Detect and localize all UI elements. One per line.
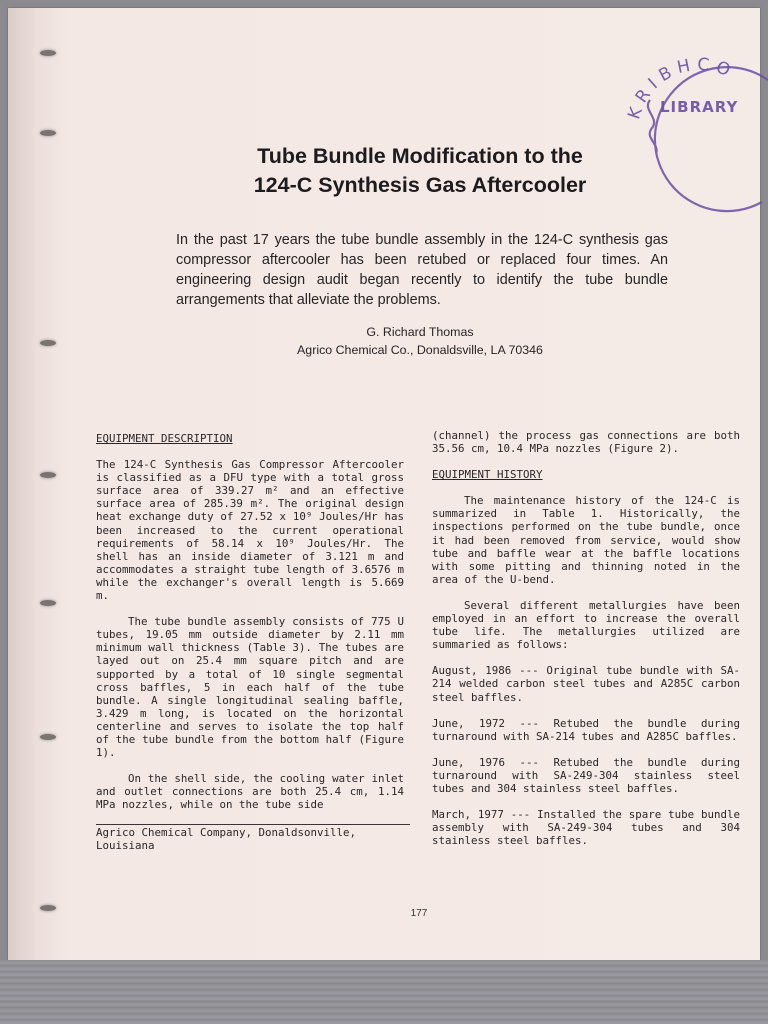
- right-column: [432, 429, 740, 860]
- paragraph: Several different metallurgies have been employed in an effort to increase the overall tube life. The metallurgies utilized are summaried as follows:: [432, 598, 740, 652]
- section-heading: EQUIPMENT HISTORY: [432, 468, 543, 482]
- binding-hole: [40, 340, 56, 346]
- history-entry: March, 1977 --- Installed the spare tube bundle assembly with SA-249-304 tubes and 304 stainless steel baffles.: [432, 808, 740, 848]
- title-line: 124-C Synthesis Gas Aftercooler: [253, 173, 587, 197]
- abstract: In the past 17 years the tube bundle assembly in the 124-C synthesis gas compressor aftercooler has been retubed or replaced four times. An engineering design audit began recently to identify the tube bundle arrangements that alleviate the problems.: [176, 232, 668, 308]
- stamp-center-text: LIBRARY: [660, 98, 739, 116]
- title-line: Tube Bundle Modification to the: [257, 144, 583, 168]
- binding-hole: [40, 472, 56, 478]
- paragraph: The 124-C Synthesis Gas Compressor Aftercooler is classified as a DFU type with a total gross surface area of 339.27 m² and an effective surface area of 285.39 m². The original design heat exchange duty of 27.52 x 10⁹ Joules/Hr has been increased to the current operational requirements of 58.14 x 10⁹ Joules/Hr. The shell has an inside diameter of 3.121 m and accommodates a straight tube length of 3.6576 m while the exchanger's overall length is 5.669 m.: [96, 458, 404, 603]
- binding-hole: [40, 600, 56, 606]
- author-block: [170, 323, 670, 359]
- left-column: [96, 432, 404, 824]
- binding-hole: [40, 130, 56, 136]
- binding-hole: [40, 734, 56, 740]
- binding-hole: [40, 50, 56, 56]
- page-number: 177: [410, 908, 428, 919]
- paragraph: (channel) the process gas connections are both 35.56 cm, 10.4 MPa nozzles (Figure 2).: [432, 429, 740, 456]
- binding-hole: [40, 905, 56, 911]
- scanner-background: [0, 960, 768, 1024]
- author-affiliation: Agrico Chemical Co., Donaldsville, LA 70346: [297, 343, 543, 357]
- paper-title: [180, 142, 660, 200]
- history-entry: June, 1976 --- Retubed the bundle during turnaround with SA-249-304 stainless steel tubes and 304 stainless steel baffles.: [432, 755, 740, 795]
- history-entry: August, 1986 --- Original tube bundle with SA-214 welded carbon steel tubes and A285C carbon steel baffles.: [432, 664, 740, 704]
- paragraph: The tube bundle assembly consists of 775 U tubes, 19.05 mm outside diameter by 2.11 mm minimum wall thickness (Table 3). The tubes are layed out on 25.4 mm square pitch and are supported by a total of 10 single segmental cross baffles, 5 in each half of the tube bundle. A single longitudinal sealing baffle, 3.429 m long, is located on the horizontal centerline and serves to isolate the top half of the tube bundle from the bottom half (Figure 1).: [96, 615, 404, 760]
- stamp-top-text: KRIBHCO: [624, 54, 739, 122]
- section-heading: EQUIPMENT DESCRIPTION: [96, 432, 233, 445]
- footnote: Agrico Chemical Company, Donaldsonville, Louisiana: [96, 826, 357, 852]
- author-name: G. Richard Thomas: [366, 325, 474, 339]
- footnote-rule: [96, 824, 410, 825]
- paragraph: The maintenance history of the 124-C is summarized in Table 1. Historically, the inspections performed on the tube bundle, once it had been removed from service, would show tube and baffle wear at the baffle locations with some pitting and thinning noted in the area of the U-bend.: [432, 494, 740, 586]
- history-entry: June, 1972 --- Retubed the bundle during turnaround with SA-214 tubes and A285C baffles.: [432, 716, 740, 743]
- paragraph: On the shell side, the cooling water inlet and outlet connections are both 25.4 cm, 1.14 MPa nozzles, while on the tube side: [96, 772, 404, 812]
